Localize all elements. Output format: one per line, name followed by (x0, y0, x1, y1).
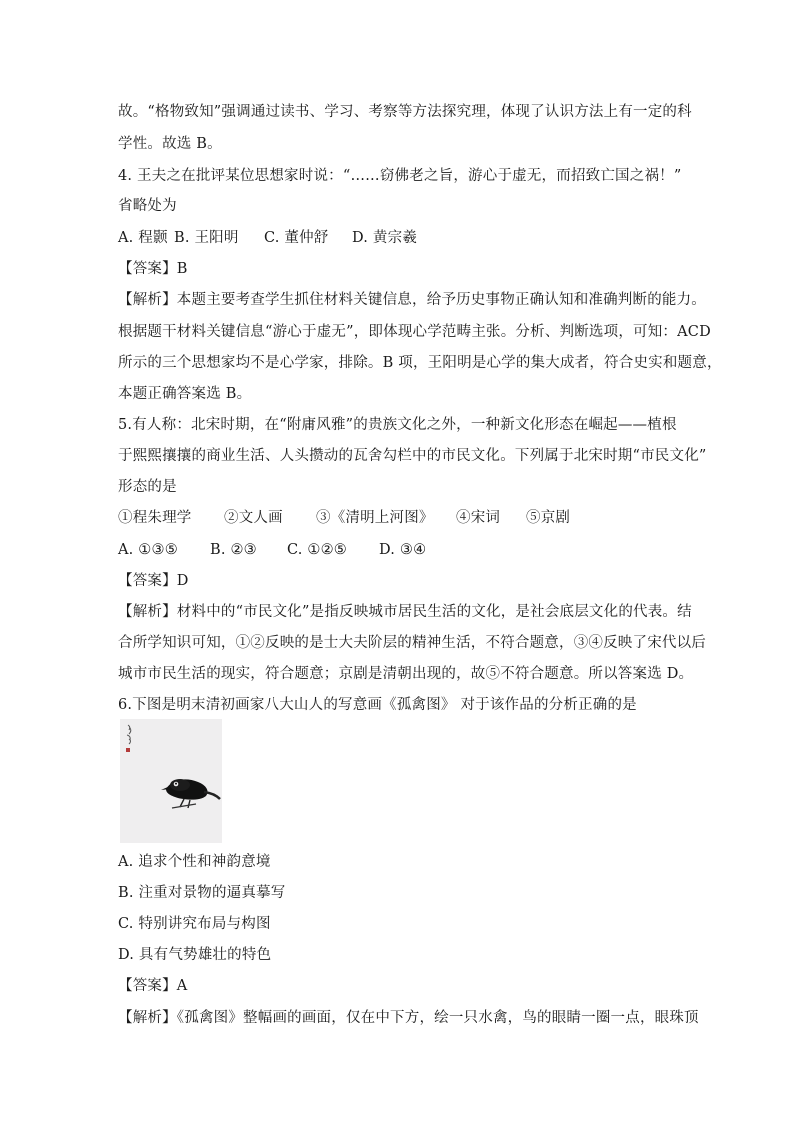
item-4: ④宋词 (456, 510, 501, 526)
text-line: 学性。故选 B。 (118, 136, 222, 152)
question-5-options (118, 540, 678, 560)
question-6-explanation: 【解析】《孤禽图》整幅画的画面，仅在中下方，绘一只水禽，鸟的眼睛一圈一点，眼珠顶 (118, 1010, 699, 1026)
question-4-explanation: 本题正确答案选 B。 (118, 386, 252, 402)
question-6-option-d: D. 具有气势雄壮的特色 (118, 947, 272, 963)
question-4-answer: 【答案】B (118, 261, 188, 277)
question-4-explanation: 【解析】本题主要考查学生抓住材料关键信息，给予历史事物正确认知和准确判断的能力。 (118, 292, 706, 308)
option-a: A. 程颢 (118, 230, 168, 246)
question-4-explanation: 所示的三个思想家均不是心学家，排除。B 项，王阳明是心学的集大成者，符合史实和题意， (118, 355, 722, 371)
question-5-stem: 于熙熙攘攘的商业生活、人头攒动的瓦舍勾栏中的市民文化。下列属于北宋时期“市民文化” (118, 448, 707, 464)
question-4-stem-cont: 省略处为 (118, 198, 177, 214)
option-c: C. ①②⑤ (287, 542, 347, 558)
inscription-mark (127, 725, 131, 744)
question-5-stem: 5.有人称：北宋时期，在“附庸风雅”的贵族文化之外，一种新文化形态在崛起——植根 (118, 417, 677, 433)
item-5: ⑤京剧 (526, 510, 571, 526)
question-5-explanation: 合所学知识可知，①②反映的是士大夫阶层的精神生活，不符合题意，③④反映了宋代以后 (118, 635, 706, 651)
question-5-stem: 形态的是 (118, 479, 177, 495)
option-d: D. ③④ (379, 542, 427, 558)
seal-stamp (126, 748, 130, 752)
question-4-stem: 4. 王夫之在批评某位思想家时说：“……窃佛老之旨，游心于虚无，而招致亡国之祸！” (118, 168, 682, 184)
question-6-option-b: B. 注重对景物的逼真摹写 (118, 885, 286, 901)
bird-head (170, 779, 190, 791)
question-6-stem: 6.下图是明末清初画家八大山人的写意画《孤禽图》 对于该作品的分析正确的是 (118, 697, 637, 713)
bird-tail (204, 792, 220, 799)
question-5-items (118, 508, 678, 528)
item-1: ①程朱理学 (118, 510, 192, 526)
ink-bird-drawing (120, 719, 222, 843)
question-6-answer: 【答案】A (118, 978, 188, 994)
bird-pupil (175, 783, 177, 785)
question-5-answer: 【答案】D (118, 573, 189, 589)
item-3: ③《清明上河图》 (316, 510, 434, 526)
option-b: B. 王阳明 (174, 230, 239, 246)
option-d: D. 黄宗羲 (352, 230, 418, 246)
item-2: ②文人画 (224, 510, 283, 526)
text-line: 故。“格物致知”强调通过读书、学习、考察等方法探究理，体现了认识方法上有一定的科 (118, 104, 692, 120)
question-4-options (118, 228, 678, 248)
question-4-explanation: 根据题干材料关键信息“游心于虚无”，即体现心学范畴主张。分析、判断选项，可知：ACD (118, 324, 711, 340)
question-6-option-a: A. 追求个性和神韵意境 (118, 854, 271, 870)
option-a: A. ①③⑤ (118, 542, 178, 558)
question-5-explanation: 【解析】材料中的“市民文化”是指反映城市居民生活的文化，是社会底层文化的代表。结 (118, 604, 692, 620)
branch-stroke (172, 804, 196, 808)
option-c: C. 董仲舒 (264, 230, 329, 246)
option-b: B. ②③ (210, 542, 257, 558)
question-5-explanation: 城市市民生活的现实，符合题意；京剧是清朝出现的，故⑤不符合题意。所以答案选 D。 (118, 666, 694, 682)
question-6-option-c: C. 特别讲究布局与构图 (118, 916, 271, 932)
painting-lone-bird-image (120, 719, 222, 843)
